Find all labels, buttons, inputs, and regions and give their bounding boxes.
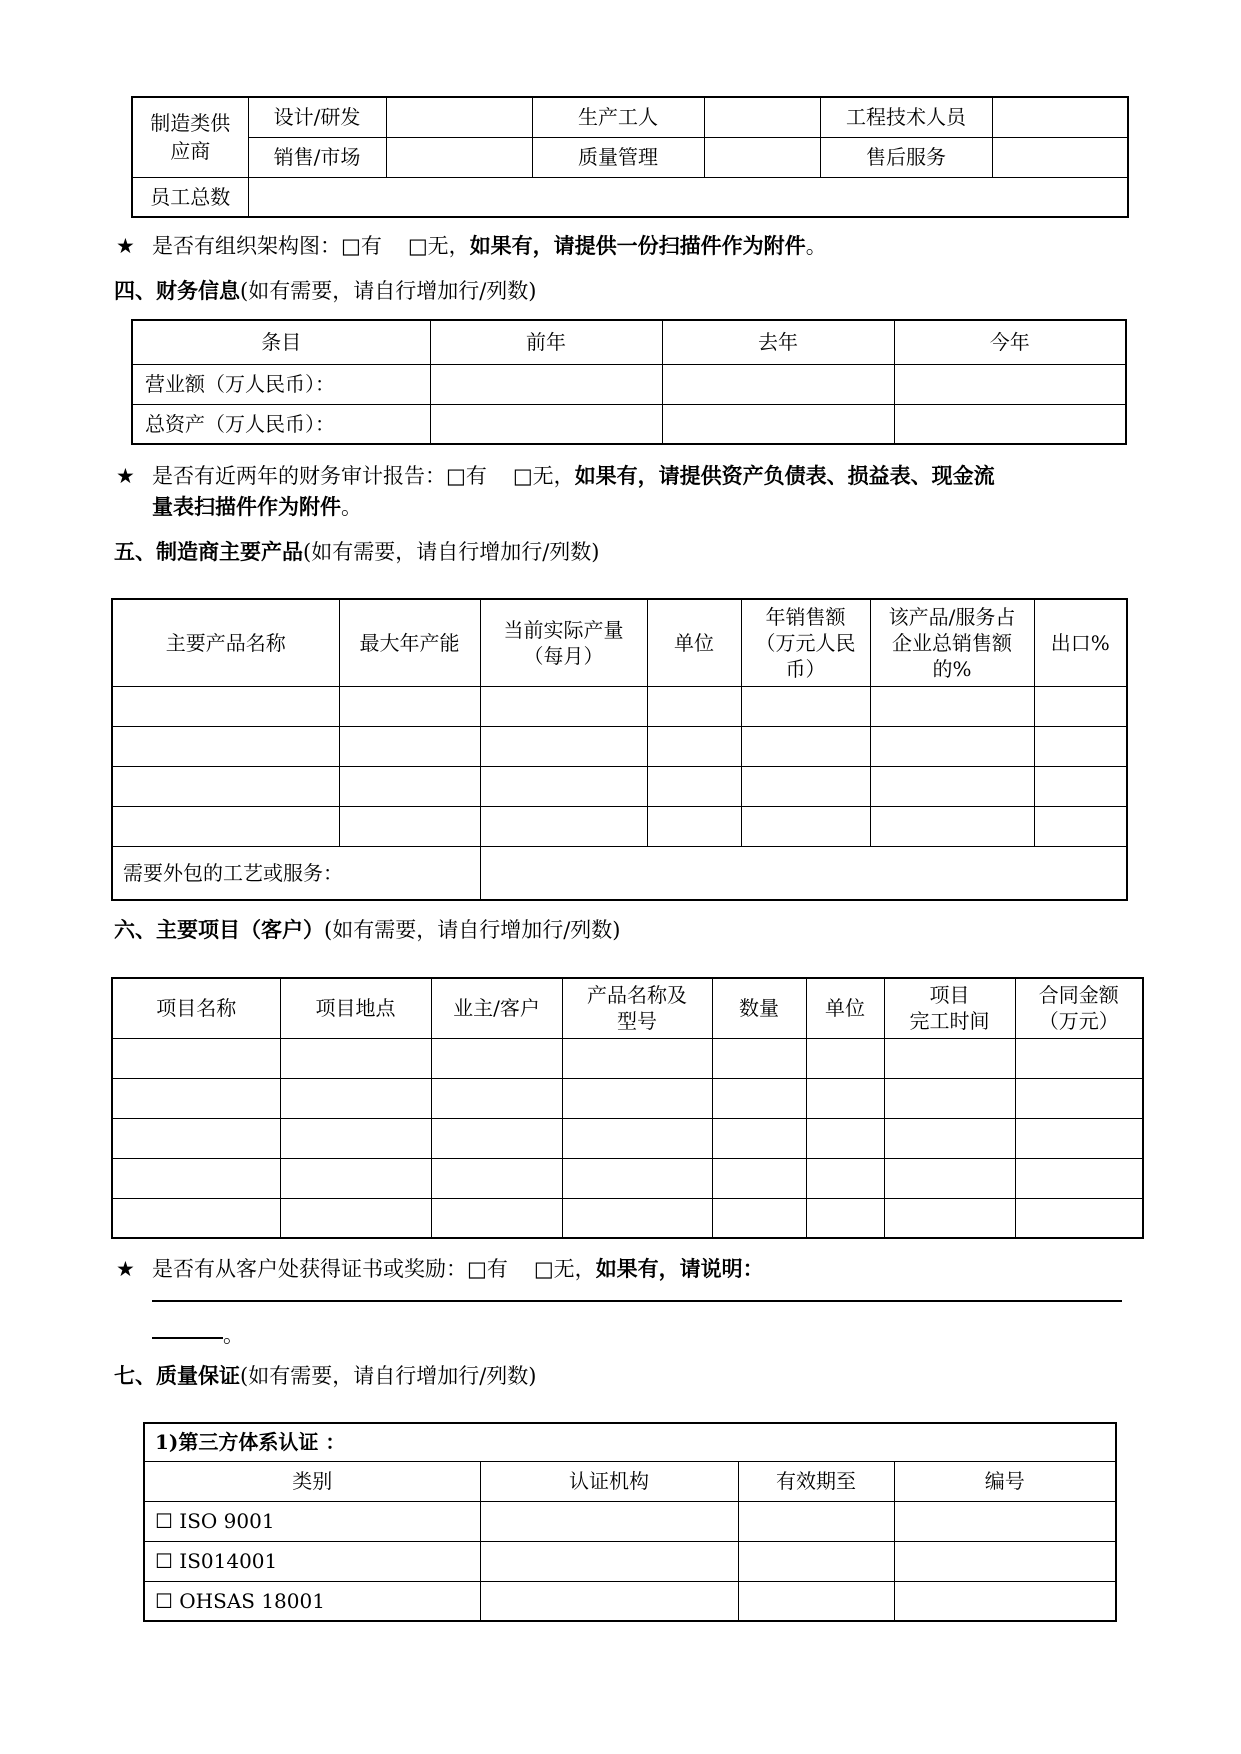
- finance-cell[interactable]: [662, 364, 894, 404]
- award-answer-line-2[interactable]: [152, 1336, 223, 1339]
- checkbox-no[interactable]: □无，: [407, 234, 470, 258]
- star-icon: ★: [116, 1257, 135, 1281]
- award-note-end: 。: [223, 1323, 244, 1347]
- note-question: 是否有从客户处获得证书或奖励：: [152, 1257, 467, 1281]
- staff-category: 生产工人: [532, 97, 704, 137]
- section-heading: [114, 537, 599, 567]
- finance-row-label: 营业额（万人民币）：: [132, 364, 430, 404]
- section-title: 五、制造商主要产品: [114, 539, 303, 564]
- section-heading: [114, 276, 536, 306]
- staff-value-cell[interactable]: [992, 137, 1128, 177]
- org-chart-note: [116, 231, 827, 261]
- product-header: 主要产品名称: [112, 599, 339, 686]
- table-row: [112, 726, 1127, 766]
- staff-value-cell[interactable]: [386, 137, 532, 177]
- award-answer-line[interactable]: [152, 1299, 1122, 1302]
- finance-table: [131, 319, 1127, 445]
- section-note: (如有需要，请自行增加行/列数): [240, 1364, 537, 1388]
- staff-table: [131, 96, 1129, 218]
- outsource-value[interactable]: [480, 846, 1127, 900]
- staff-value-cell[interactable]: [386, 97, 532, 137]
- finance-cell[interactable]: [894, 404, 1126, 444]
- staff-total-value[interactable]: [248, 177, 1128, 217]
- finance-header: 前年: [430, 320, 662, 364]
- project-header: 单位: [806, 978, 884, 1038]
- project-table: [111, 977, 1144, 1239]
- cert-table-title: 1)第三方体系认证 ：: [144, 1423, 1116, 1461]
- section-title: 六、主要项目（客户）: [114, 917, 324, 942]
- staff-category: 设计/研发: [248, 97, 386, 137]
- staff-value-cell[interactable]: [704, 137, 820, 177]
- section-note: (如有需要，请自行增加行/列数): [240, 279, 537, 303]
- section-heading: [114, 915, 620, 945]
- staff-value-cell[interactable]: [992, 97, 1128, 137]
- cert-header: 认证机构: [480, 1461, 738, 1501]
- table-row: [112, 1038, 1143, 1078]
- product-header: 最大年产能: [339, 599, 480, 686]
- checkbox-no[interactable]: □无，: [512, 464, 575, 488]
- finance-cell[interactable]: [894, 364, 1126, 404]
- finance-header: 条目: [132, 320, 430, 364]
- note-instruction: 量表扫描件作为附件: [152, 494, 341, 519]
- note-end: 。: [805, 234, 827, 258]
- note-instruction: 如果有，请提供一份扫描件作为附件: [469, 233, 806, 258]
- checkbox-yes[interactable]: □有: [446, 464, 487, 488]
- staff-total-label: 员工总数: [132, 177, 248, 217]
- note-question: 是否有近两年的财务审计报告：: [152, 464, 446, 488]
- finance-cell[interactable]: [430, 404, 662, 444]
- project-header: 数量: [712, 978, 806, 1038]
- section-note: (如有需要，请自行增加行/列数): [324, 918, 621, 942]
- table-row: [112, 1118, 1143, 1158]
- product-header: 当前实际产量 （每月）: [480, 599, 647, 686]
- audit-note-line2: [152, 492, 362, 522]
- cert-type-checkbox[interactable]: ☐ OHSAS 18001: [144, 1581, 480, 1621]
- table-row: [112, 766, 1127, 806]
- finance-header: 去年: [662, 320, 894, 364]
- cert-header: 编号: [894, 1461, 1116, 1501]
- star-icon: ★: [116, 234, 135, 258]
- project-header: 项目名称: [112, 978, 280, 1038]
- staff-category: 销售/市场: [248, 137, 386, 177]
- cert-header: 类别: [144, 1461, 480, 1501]
- star-icon: ★: [116, 464, 135, 488]
- project-header: 项目 完工时间: [884, 978, 1015, 1038]
- note-question: 是否有组织架构图：: [152, 234, 341, 258]
- finance-header: 今年: [894, 320, 1126, 364]
- checkbox-yes[interactable]: □有: [341, 234, 382, 258]
- award-note: [116, 1254, 764, 1284]
- table-row: [112, 806, 1127, 846]
- product-header: 年销售额 （万元人民 币）: [741, 599, 870, 686]
- checkbox-no[interactable]: □无，: [533, 1257, 596, 1281]
- product-header: 出口%: [1034, 599, 1127, 686]
- product-table: [111, 598, 1128, 901]
- project-header: 项目地点: [280, 978, 431, 1038]
- staff-category: 质量管理: [532, 137, 704, 177]
- cert-type-checkbox[interactable]: ☐ IS014001: [144, 1541, 480, 1581]
- section-heading: [114, 1361, 536, 1391]
- product-header: 该产品/服务占 企业总销售额 的%: [870, 599, 1034, 686]
- table-row: [112, 1198, 1143, 1238]
- staff-category: 工程技术人员: [820, 97, 992, 137]
- staff-value-cell[interactable]: [704, 97, 820, 137]
- audit-note: [116, 461, 995, 491]
- note-instruction: 如果有，请说明：: [595, 1256, 764, 1281]
- cert-header: 有效期至: [738, 1461, 894, 1501]
- staff-group-label: 制造类供应商: [132, 97, 248, 177]
- cert-table: [143, 1422, 1117, 1622]
- finance-row-label: 总资产（万人民币）：: [132, 404, 430, 444]
- table-row: [112, 1158, 1143, 1198]
- staff-category: 售后服务: [820, 137, 992, 177]
- finance-cell[interactable]: [662, 404, 894, 444]
- note-instruction: 如果有，请提供资产负债表、损益表、现金流: [574, 463, 995, 488]
- checkbox-yes[interactable]: □有: [467, 1257, 508, 1281]
- section-title: 七、质量保证: [114, 1363, 240, 1388]
- project-header: 业主/客户: [431, 978, 562, 1038]
- project-header: 合同金额 （万元）: [1015, 978, 1143, 1038]
- project-header: 产品名称及 型号: [562, 978, 712, 1038]
- cert-type-checkbox[interactable]: ☐ ISO 9001: [144, 1501, 480, 1541]
- outsource-label: 需要外包的工艺或服务：: [112, 846, 480, 900]
- section-title: 四、财务信息: [114, 278, 240, 303]
- table-row: [112, 1078, 1143, 1118]
- section-note: (如有需要，请自行增加行/列数): [303, 540, 600, 564]
- table-row: [112, 686, 1127, 726]
- product-header: 单位: [647, 599, 741, 686]
- note-end: 。: [341, 495, 362, 519]
- finance-cell[interactable]: [430, 364, 662, 404]
